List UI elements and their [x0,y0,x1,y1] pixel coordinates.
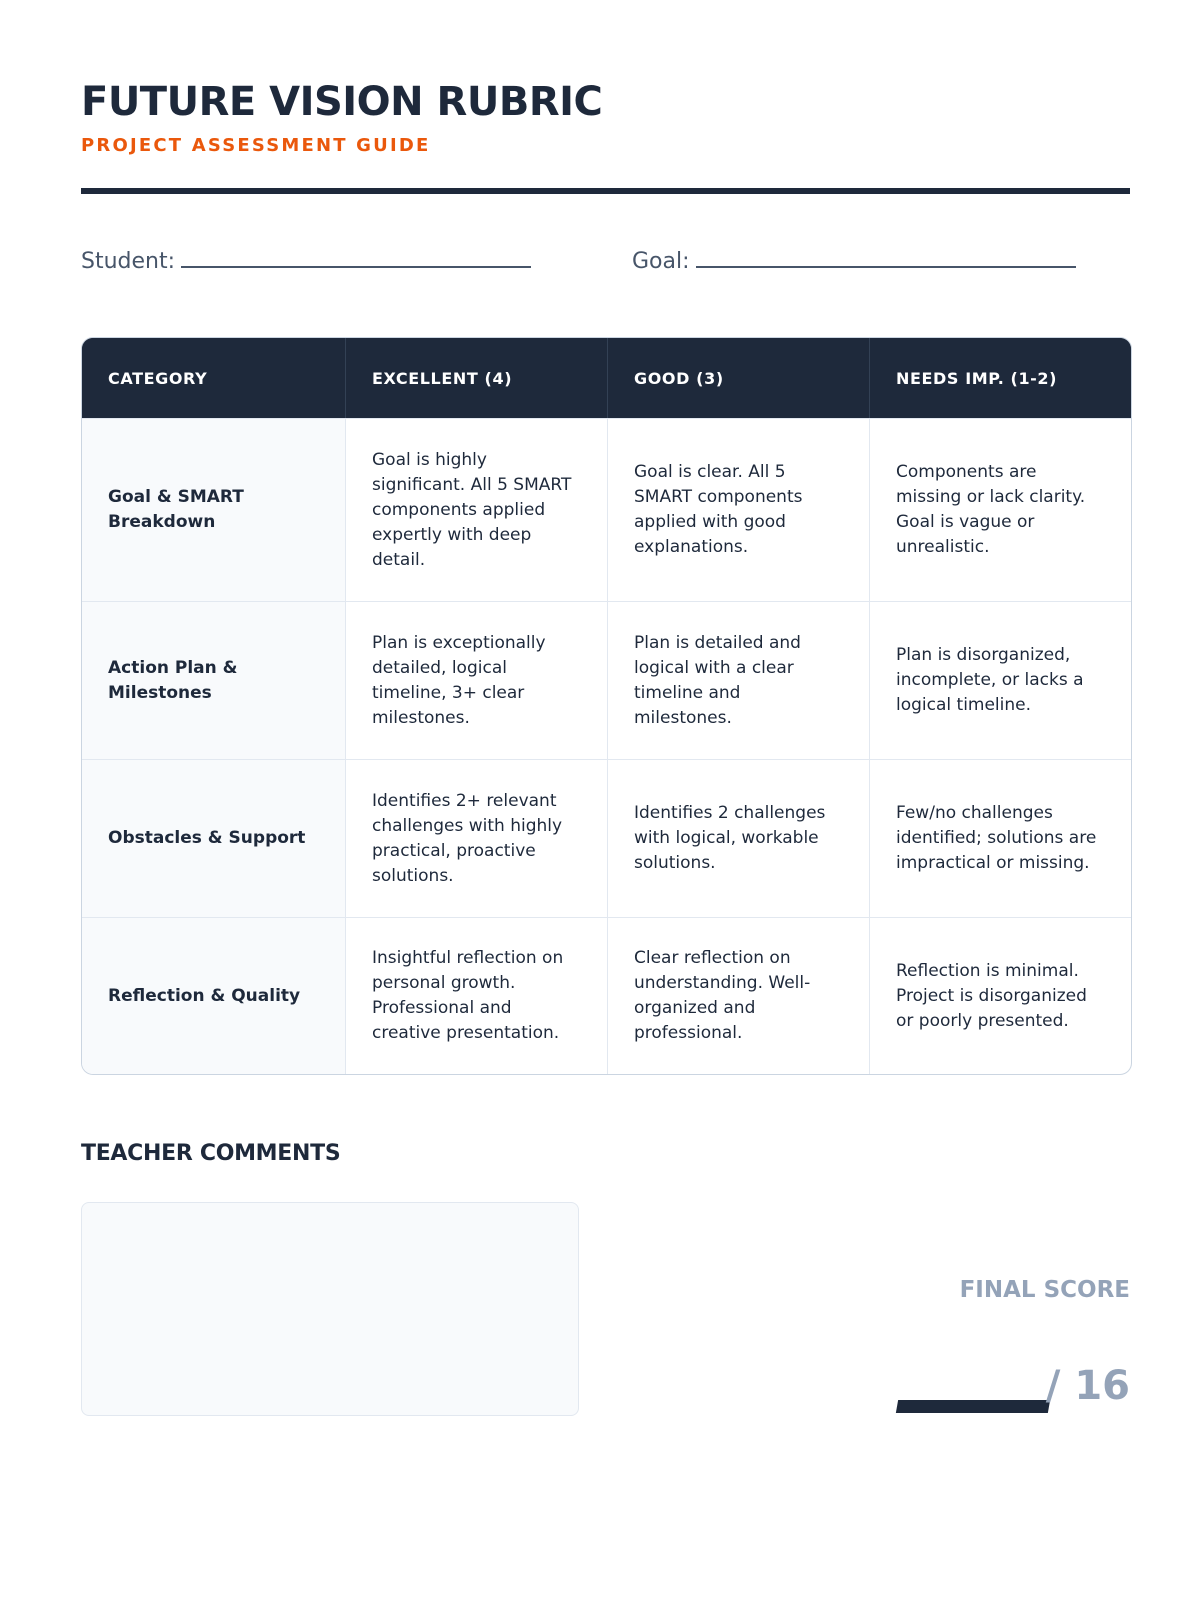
table-row [82,759,1131,917]
table-row [82,601,1131,759]
header-divider [81,188,1130,194]
excellent-cell: Insightful reflection on personal growth. Professional and creative presentation. [345,918,607,1074]
needs-improvement-cell: Components are missing or lack clarity. Goal is vague or unrealistic. [869,419,1131,601]
category-cell: Reflection & Quality [82,918,345,1074]
needs-improvement-cell: Plan is disorganized, incomplete, or lacks a logical timeline. [869,602,1131,759]
goal-blank-line[interactable] [696,248,1076,268]
needs-improvement-cell: Reflection is minimal. Project is disorganized or poorly presented. [869,918,1131,1074]
category-cell: Goal & SMART Breakdown [82,419,345,601]
final-score-max: / 16 [1045,1363,1130,1409]
final-score-label: FINAL SCORE [959,1277,1130,1303]
column-header-category: CATEGORY [82,338,345,418]
excellent-cell: Plan is exceptionally detailed, logical timeline, 3+ clear milestones. [345,602,607,759]
student-field [81,248,531,275]
rubric-table [81,337,1132,1075]
column-header-good: GOOD (3) [607,338,869,418]
student-label: Student: [81,249,176,274]
column-header-excellent: EXCELLENT (4) [345,338,607,418]
teacher-comments-heading: TEACHER COMMENTS [81,1141,341,1166]
final-score-blank[interactable] [896,1400,1050,1413]
page-subtitle: PROJECT ASSESSMENT GUIDE [81,135,431,156]
needs-improvement-cell: Few/no challenges identified; solutions are impractical or missing. [869,760,1131,917]
rubric-header-row [82,338,1131,418]
goal-label: Goal: [632,249,690,274]
goal-field [632,248,1076,275]
table-row [82,418,1131,601]
good-cell: Clear reflection on understanding. Well-organized and professional. [607,918,869,1074]
category-cell: Action Plan & Milestones [82,602,345,759]
teacher-comments-box[interactable] [81,1202,579,1416]
column-header-needs-improvement: NEEDS IMP. (1-2) [869,338,1131,418]
excellent-cell: Goal is highly significant. All 5 SMART components applied expertly with deep detail. [345,419,607,601]
good-cell: Plan is detailed and logical with a clear timeline and milestones. [607,602,869,759]
good-cell: Identifies 2 challenges with logical, workable solutions. [607,760,869,917]
category-cell: Obstacles & Support [82,760,345,917]
excellent-cell: Identifies 2+ relevant challenges with highly practical, proactive solutions. [345,760,607,917]
good-cell: Goal is clear. All 5 SMART components applied with good explanations. [607,419,869,601]
table-row [82,917,1131,1074]
student-blank-line[interactable] [181,248,531,268]
page-title: FUTURE VISION RUBRIC [81,79,603,125]
